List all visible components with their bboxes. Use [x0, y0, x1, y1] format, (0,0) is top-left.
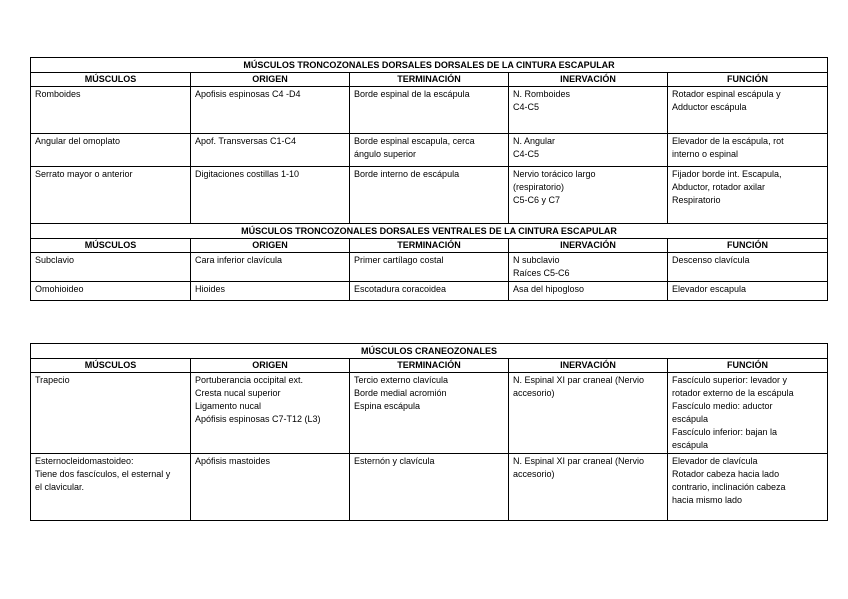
craneozonales-table: [30, 343, 828, 521]
table-row: [31, 87, 828, 134]
cell-origen: [191, 282, 350, 301]
header-funcion: FUNCIÓN: [668, 239, 828, 253]
cell-line: Omohioideo: [35, 284, 84, 294]
cell-line: Fascículo superior: levador y: [672, 375, 788, 385]
cell-line: C4-C5: [513, 149, 540, 159]
cell-line: Digitaciones costillas 1-10: [195, 169, 300, 179]
cell-line: Borde medial acromión: [354, 388, 447, 398]
cell-musculo: [31, 282, 191, 301]
section-title-row: [31, 344, 828, 359]
cell-line: Borde espinal de la escápula: [354, 89, 470, 99]
cell-line: Escotadura coracoidea: [354, 284, 447, 294]
cell-line: Angular del omoplato: [35, 136, 121, 146]
cell-line: Rotador espinal escápula y: [672, 89, 781, 99]
section-title-row: [31, 224, 828, 239]
cell-funcion: [668, 454, 828, 521]
header-terminacion: TERMINACIÓN: [350, 359, 509, 373]
cell-line: Subclavio: [35, 255, 75, 265]
header-origen: ORIGEN: [191, 359, 350, 373]
cell-line: C5-C6 y C7: [513, 195, 561, 205]
cell-line: Respiratorio: [672, 195, 721, 205]
cell-origen: [191, 253, 350, 282]
cell-line: N. Espinal XI par craneal (Nervio: [513, 456, 645, 466]
cell-line: Cara inferior clavícula: [195, 255, 283, 265]
cell-musculo: [31, 134, 191, 167]
cell-funcion: [668, 134, 828, 167]
header-funcion: FUNCIÓN: [668, 73, 828, 87]
cell-terminacion: [350, 282, 509, 301]
cell-line: Elevador escapula: [672, 284, 747, 294]
cell-line: hacia mismo lado: [672, 495, 743, 505]
cell-line: Trapecio: [35, 375, 70, 385]
table-row: [31, 373, 828, 454]
cell-line: N. Espinal XI par craneal (Nervio: [513, 375, 645, 385]
section-title-dorsales: MÚSCULOS TRONCOZONALES DORSALES DORSALES DE LA CINTURA ESCAPULAR: [31, 58, 828, 73]
table-row: [31, 454, 828, 521]
cell-line: Nervio torácico largo: [513, 169, 596, 179]
header-inervacion: INERVACIÓN: [509, 73, 668, 87]
cell-musculo: [31, 87, 191, 134]
cell-line: Apofisis espinosas C4 -D4: [195, 89, 301, 99]
cell-line: N. Angular: [513, 136, 556, 146]
cell-line: (respiratorio): [513, 182, 565, 192]
cell-line: Apófisis mastoides: [195, 456, 271, 466]
cell-inervacion: [509, 373, 668, 454]
cell-line: Apófisis espinosas C7-T12 (L3): [195, 414, 321, 424]
cell-line: Rotador cabeza hacia lado: [672, 469, 780, 479]
cell-line: Tercio externo clavícula: [354, 375, 449, 385]
header-funcion: FUNCIÓN: [668, 359, 828, 373]
header-inervacion: INERVACIÓN: [509, 359, 668, 373]
cell-line: Esternón y clavícula: [354, 456, 435, 466]
table-row: [31, 253, 828, 282]
cell-funcion: [668, 167, 828, 224]
cell-line: ángulo superior: [354, 149, 417, 159]
troncozonales-table: [30, 57, 828, 301]
cell-line: Adductor escápula: [672, 102, 747, 112]
section-title-craneozonales: MÚSCULOS CRANEOZONALES: [31, 344, 828, 359]
header-origen: ORIGEN: [191, 73, 350, 87]
table-row: [31, 134, 828, 167]
column-header-row: [31, 359, 828, 373]
cell-funcion: [668, 87, 828, 134]
cell-line: Fijador borde int. Escapula,: [672, 169, 782, 179]
header-terminacion: TERMINACIÓN: [350, 239, 509, 253]
cell-origen: [191, 373, 350, 454]
cell-line: escápula: [672, 414, 709, 424]
cell-line: Fascículo medio: aductor: [672, 401, 773, 411]
cell-line: Espina escápula: [354, 401, 421, 411]
cell-origen: [191, 134, 350, 167]
cell-terminacion: [350, 134, 509, 167]
cell-line: contrario, inclinación cabeza: [672, 482, 786, 492]
cell-line: Cresta nucal superior: [195, 388, 281, 398]
column-header-row: [31, 239, 828, 253]
cell-line: Elevador de la escápula, rot: [672, 136, 784, 146]
cell-funcion: [668, 373, 828, 454]
cell-inervacion: [509, 253, 668, 282]
cell-line: rotador externo de la escápula: [672, 388, 794, 398]
cell-funcion: [668, 253, 828, 282]
cell-terminacion: [350, 454, 509, 521]
cell-line: Esternocleidomastoideo:: [35, 456, 134, 466]
header-musculos: MÚSCULOS: [31, 73, 191, 87]
cell-line: Raíces C5-C6: [513, 268, 570, 278]
cell-line: Elevador de clavícula: [672, 456, 758, 466]
cell-line: N subclavio: [513, 255, 560, 265]
cell-musculo: [31, 167, 191, 224]
cell-line: el clavicular.: [35, 482, 85, 492]
cell-inervacion: [509, 134, 668, 167]
header-terminacion: TERMINACIÓN: [350, 73, 509, 87]
cell-line: C4-C5: [513, 102, 540, 112]
cell-terminacion: [350, 253, 509, 282]
header-musculos: MÚSCULOS: [31, 359, 191, 373]
cell-musculo: [31, 253, 191, 282]
cell-line: Asa del hipogloso: [513, 284, 585, 294]
header-musculos: MÚSCULOS: [31, 239, 191, 253]
cell-terminacion: [350, 87, 509, 134]
cell-inervacion: [509, 454, 668, 521]
cell-line: accesorio): [513, 469, 555, 479]
cell-line: Descenso clavícula: [672, 255, 750, 265]
cell-line: Fascículo inferior: bajan la: [672, 427, 778, 437]
cell-inervacion: [509, 282, 668, 301]
cell-origen: [191, 167, 350, 224]
section-title-ventrales: MÚSCULOS TRONCOZONALES DORSALES VENTRALES DE LA CINTURA ESCAPULAR: [31, 224, 828, 239]
cell-musculo: [31, 373, 191, 454]
cell-inervacion: [509, 87, 668, 134]
cell-origen: [191, 87, 350, 134]
table-row: [31, 282, 828, 301]
cell-musculo: [31, 454, 191, 521]
cell-terminacion: [350, 373, 509, 454]
cell-line: Ligamento nucal: [195, 401, 262, 411]
header-inervacion: INERVACIÓN: [509, 239, 668, 253]
cell-line: Primer cartílago costal: [354, 255, 444, 265]
cell-line: Apof. Transversas C1-C4: [195, 136, 297, 146]
cell-line: Borde espinal escapula, cerca: [354, 136, 475, 146]
cell-line: N. Romboides: [513, 89, 571, 99]
cell-terminacion: [350, 167, 509, 224]
cell-line: Serrato mayor o anterior: [35, 169, 133, 179]
header-origen: ORIGEN: [191, 239, 350, 253]
cell-line: Hioides: [195, 284, 226, 294]
cell-line: escápula: [672, 440, 709, 450]
cell-line: Tiene dos fascículos, el esternal y: [35, 469, 171, 479]
section-title-row: [31, 58, 828, 73]
table-row: [31, 167, 828, 224]
cell-inervacion: [509, 167, 668, 224]
cell-origen: [191, 454, 350, 521]
cell-line: Portuberancia occipital ext.: [195, 375, 304, 385]
cell-line: Romboides: [35, 89, 81, 99]
cell-line: interno o espinal: [672, 149, 739, 159]
cell-line: Abductor, rotador axilar: [672, 182, 766, 192]
cell-line: accesorio): [513, 388, 555, 398]
cell-funcion: [668, 282, 828, 301]
cell-line: Borde interno de escápula: [354, 169, 460, 179]
column-header-row: [31, 73, 828, 87]
